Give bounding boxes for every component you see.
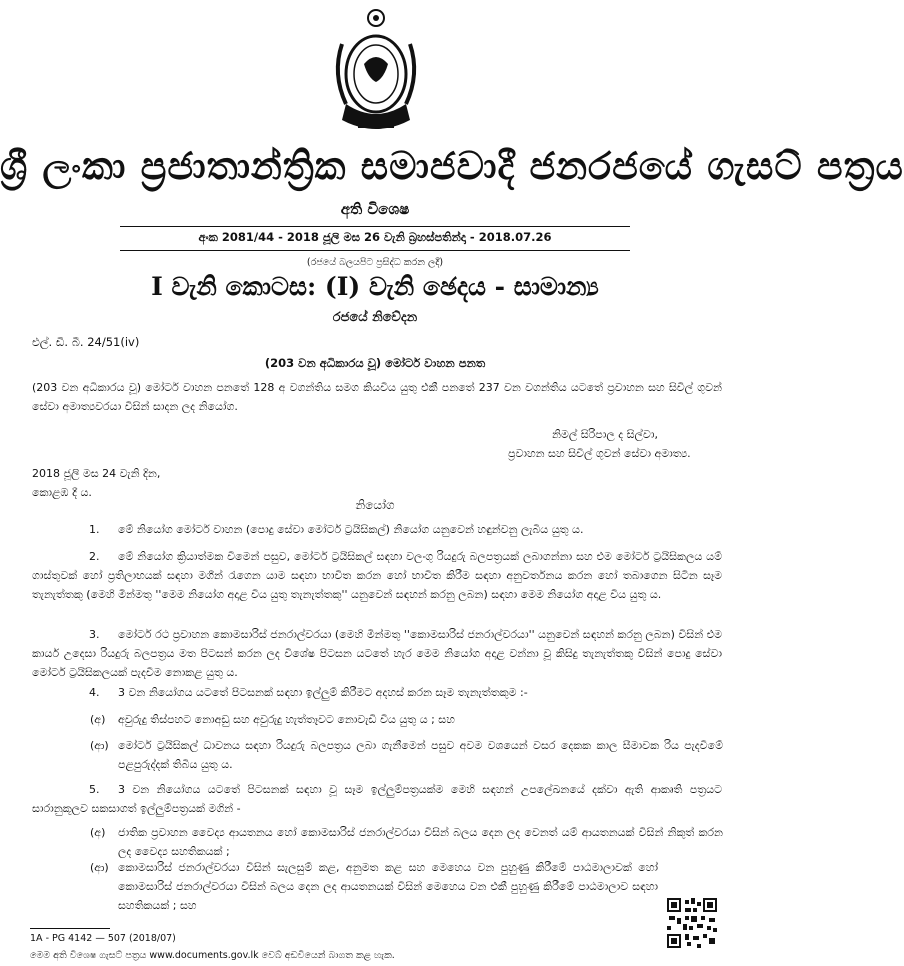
regulation-number: 5. (89, 783, 100, 796)
divider (120, 250, 630, 251)
notice-heading: (203 වන අධිකාරය වූ) මෝටර් වාහන පනත (264, 356, 486, 370)
gazette-title: ශ්‍රී ලංකා ප්‍රජාතාන්ත්‍රික සමාජවාදී ජනරජයේ ගැසට් පත්‍රය (0, 143, 904, 188)
qr-code-icon (665, 896, 719, 950)
regulation-4-b: මෝටර් ට්‍රයිසිකල් ධාවනය සඳහා රියදුරු බලපත්‍රය ලබා ගැනීමෙන් පසුව අවම වශයෙන් වසර දෙකක කාල සීමාවක රිය පැදවීමේ පළපුරුද්දක් තිබිය යුතු ය. (118, 739, 723, 771)
regulation-5-a: ජාතික ප්‍රවාහන වෛද්‍ය ආයතනය හෝ කොමසාරිස් ජනරාල්වරයා විසින් බලය දෙන ලද වෙනත් යම් ආයතනයක් විසින් නිකුත් කරන ලද වෛද්‍ය සහතිකයක් ; (118, 826, 723, 858)
signatory-title: ප්‍රවාහන සහ සිවිල් ගුවන් සේවා අමාත්‍ය. (508, 447, 691, 460)
regulation-1: මේ නියෝග මෝටර් වාහන (පොදු සේවා මෝටර් ට්‍රයිසිකල්) නියෝග යනුවෙන් හඳුන්වනු ලැබිය යුතු ය. (118, 523, 584, 536)
gazette-subtitle: අති විශෙෂ (340, 200, 410, 218)
clause-label: (අ) (90, 826, 106, 839)
regulations-title: නියෝග (355, 498, 395, 512)
intro-paragraph: (203 වන අධිකාරය වූ) මෝටර් වාහන පනතේ 128 අ වගන්තිය සමග කියවිය යුතු එකී පනතේ 237 වන වගන්තිය යටතේ ප්‍රවාහන සහ සිවිල් ගුවන් සේවා අමාත්‍යවරයා විසින් සාදන ලද නියෝග. (32, 381, 722, 413)
regulation-number: 3. (89, 628, 100, 641)
regulation-number: 2. (89, 550, 100, 563)
clause-label: (ආ) (90, 739, 109, 752)
divider (120, 226, 630, 227)
signatory-name: නිමල් සිරිපාල ද සිල්වා, (552, 428, 658, 441)
regulation-3: මෝටර් රථ ප්‍රවාහන කොමසාරිස් ජනරාල්වරයා (මෙහි මින්මතු ''කොමසාරිස් ජනරාල්වරයා'' යනුවෙන් සඳහන් කරනු ලබන) විසින් එම කාර්ය උදෙසා රියදුරු බලපත්‍රය මත පිටසන් කරන ලද විශේෂ පිටසන යටතේ හැර මෙම නියෝග අදාළ වන්නා වූ කිසිදු තැනැත්තකු විසින් පොදු සේවා මෝටර් ට්‍රයිසිකලයක් පැදවීම නොකළ යුතු ය. (32, 628, 722, 679)
clause-label: (අ) (90, 713, 106, 726)
print-code: 1A - PG 4142 — 507 (2018/07) (30, 933, 176, 944)
regulation-5-b: කොමසාරිස් ජනරාල්වරයා විසින් සැලසුම් කළ, අනුමත කළ සහ මෙහෙය වන පුහුණු කිරීමේ පාඨමාලාවක් හෝ කොමසාරිස් ජනරාල්වරයා විසින් බලය දෙන ලද ආයතනයක් විසින් මෙහෙය වන එකී පුහුණු කිරීමේ පාඨමාලාව සඳහා සහතිකයක් ; සහ (118, 861, 658, 912)
download-note: මෙම අති විශෙෂ ගැසට් පත්‍රය www.documents.gov.lk වෙබ් අඩවියෙන් බාගත කළ හැක. (30, 950, 395, 961)
reference-number: එල්. ඩී. බී. 24/51(iv) (32, 335, 140, 349)
authority-line: (රජයේ බලයපිට ප්‍රසිද්ධ කරන ලදී) (306, 257, 444, 268)
regulation-4: 3 වන නියෝගය යටතේ පිටසනක් සඳහා ඉල්ලුම් කිරීමට අදහස් කරන සෑම තැනැත්තකුම :- (118, 686, 528, 699)
regulation-number: 4. (89, 686, 100, 699)
regulation-number: 1. (89, 523, 100, 536)
regulation-4-a: අවුරුදු තිස්පහට නොඅඩු සහ අවුරුදු හැත්තෑවට නොවැඩි විය යුතු ය ; සහ (118, 713, 455, 726)
regulation-5: 3 වන නියෝගය යටතේ පිටසනක් සඳහා වූ සෑම ඉල්ලුම්පත්‍රයක්ම මෙහි සඳහන් උපලේඛනයේ දක්වා ඇති ආකෘති පත්‍රයට සාරානුකූලව සකසාගත් ඉල්ලුම්පත්‍රයක් මගින් - (32, 783, 722, 815)
notice-date: 2018 ජූලි මස 24 වැනි දින, (32, 467, 161, 480)
footer-divider (30, 928, 110, 929)
notice-place: කොළඹ දී ය. (32, 486, 92, 499)
clause-label: (ආ) (90, 861, 109, 874)
part-heading: I වැනි කොටස: (I) වැනි ඡෙදය - සාමාන්‍ය (151, 272, 599, 301)
section-heading: රජයේ නිවේදන (332, 310, 418, 325)
national-emblem-icon (324, 4, 428, 140)
regulation-2: මේ නියෝග ක්‍රියාත්මක වීමෙන් පසුව, මෝටර් ට්‍රයිසිකල් සඳහා වලංගු රියදුරු බලපත්‍රයක් ලබාගන්නා සහ එම මෝටර් ට්‍රයිසිකලය යම් ගාස්තුවක් හෝ ප්‍රතිලාභයක් සඳහා මගීන් රැගෙන යාම සඳහා භාවිත කරන හෝ භාවිත කිරීම සඳහා අනුවර්තනය කරන හෝ තබාගෙන සිටින සෑම තැනැත්තකු (මෙහි මින්මතු ''මෙම නියෝග අදාළ විය යුතු තැනැත්තකු'' යනුවෙන් සඳහන් කරනු ලබන) සඳහා මෙම නියෝග අදාළ විය යුතු ය. (32, 550, 722, 601)
issue-line: අංක 2081/44 - 2018 ජූලි මස 26 වැනි බ්‍රහස්පතින්දා - 2018.07.26 (198, 230, 552, 244)
